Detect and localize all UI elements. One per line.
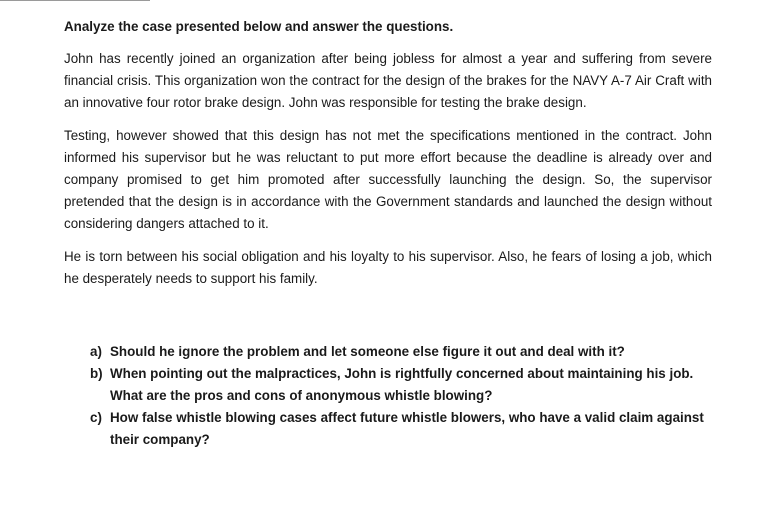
question-marker: a) [90,344,102,359]
question-text: Should he ignore the problem and let someone else figure it out and deal with it? [110,344,625,359]
question-list [90,341,712,451]
document-heading: Analyze the case presented below and answer the questions. [64,19,454,34]
question-item-b [90,363,712,407]
question-marker: b) [90,366,103,381]
question-marker: c) [90,410,102,425]
question-text: How false whistle blowing cases affect future whistle blowers, who have a valid claim against their company? [110,410,704,447]
paragraph-dilemma: He is torn between his social obligation and his loyalty to his supervisor. Also, he fears of losing a job, which he desperately needs to support his family. [64,249,712,286]
top-divider [0,0,150,1]
question-text: When pointing out the malpractices, John is rightfully concerned about maintaining his job. What are the pros and cons of anonymous whistle blowing? [110,366,694,403]
question-item-c [90,407,712,451]
case-study-document [64,17,712,301]
paragraph-intro: John has recently joined an organization after being jobless for almost a year and suffering from severe financial crisis. This organization won the contract for the design of the brakes for the NAVY A-7 Air Craft with an innovative four rotor brake design. John was responsible for testing the brake design. [64,51,712,110]
paragraph-testing: Testing, however showed that this design has not met the specifications mentioned in the contract. John informed his supervisor but he was reluctant to put more effort because the deadline is already over and company promised to get him promoted after successfully launching the design. So, the supervisor pretended that the design is in accordance with the Government standards and launched the design without considering dangers attached to it. [64,128,712,231]
question-item-a [90,341,712,363]
